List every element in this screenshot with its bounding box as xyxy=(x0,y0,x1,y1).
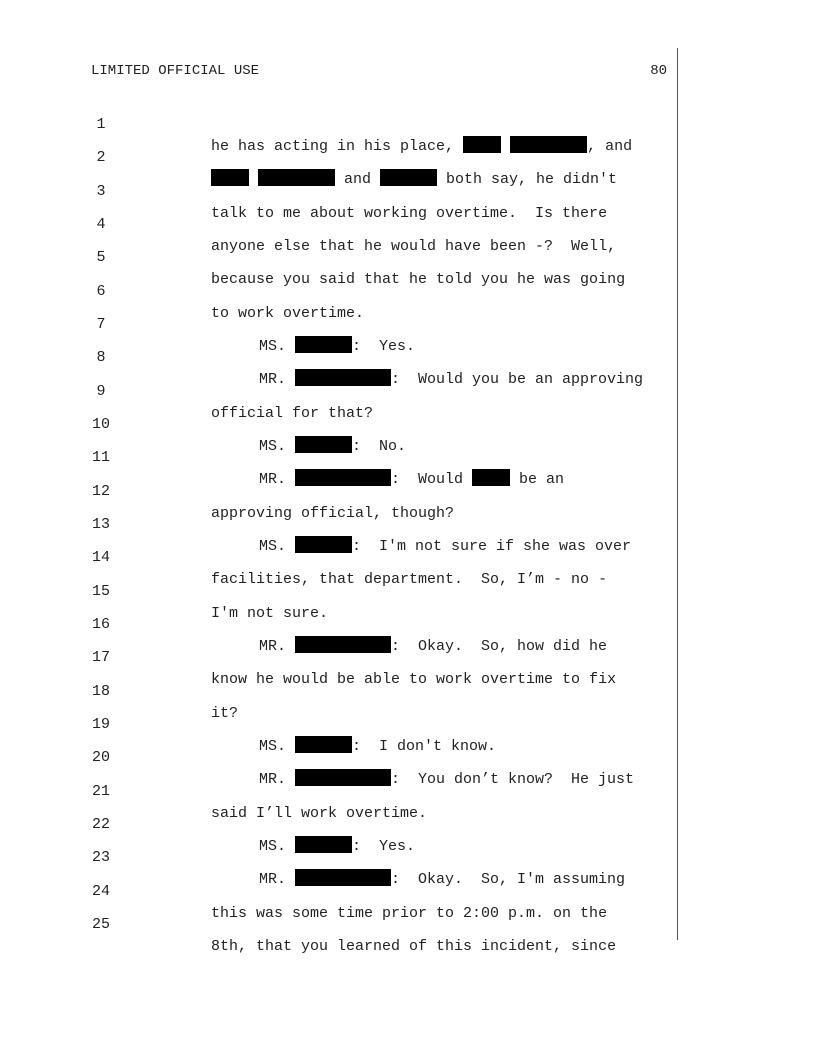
line-number: 21 xyxy=(91,783,110,800)
transcript-line xyxy=(0,859,676,922)
transcript-line xyxy=(0,459,676,522)
line-number: 19 xyxy=(91,716,110,733)
text-segment: : No. xyxy=(352,438,407,455)
transcript-line xyxy=(0,125,676,188)
line-text: know he would be able to work overtime to fix xyxy=(211,671,617,688)
classification-label: LIMITED OFFICIAL USE xyxy=(91,63,260,79)
transcript-line xyxy=(0,325,676,388)
transcript-line xyxy=(0,592,676,655)
text-segment: : Would you be an approving xyxy=(391,371,644,388)
line-text: this was some time prior to 2:00 p.m. on the xyxy=(211,905,608,922)
speaker-title: MS. xyxy=(259,738,296,755)
line-number: 7 xyxy=(96,316,106,333)
line-text: talk to me about working overtime. Is there xyxy=(211,205,608,222)
text-segment: be an xyxy=(510,471,565,488)
line-number: 24 xyxy=(91,883,110,900)
line-number: 9 xyxy=(96,383,106,400)
transcript-line xyxy=(0,225,676,288)
line-text: to work overtime. xyxy=(211,305,365,322)
transcript-line xyxy=(0,392,676,455)
line-number: 1 xyxy=(96,116,106,133)
text-segment: : Okay. So, I'm assuming xyxy=(391,871,626,888)
transcript-line xyxy=(0,359,676,422)
line-number: 10 xyxy=(91,416,110,433)
line-number: 13 xyxy=(91,516,110,533)
speaker-title: MR. xyxy=(259,871,296,888)
line-text: it? xyxy=(211,705,239,722)
line-number: 8 xyxy=(96,349,106,366)
line-text: official for that? xyxy=(211,405,374,422)
speaker-title: MS. xyxy=(259,338,296,355)
right-margin-rule xyxy=(677,48,678,940)
speaker-title: MS. xyxy=(259,838,296,855)
line-number: 11 xyxy=(91,449,110,466)
text-segment: both say, he didn't xyxy=(437,171,618,188)
transcript-line xyxy=(0,625,676,688)
line-number: 12 xyxy=(91,483,110,500)
transcript-line xyxy=(0,259,676,322)
line-number: 22 xyxy=(91,816,110,833)
text-segment: : I don't know. xyxy=(352,738,497,755)
transcript-line xyxy=(0,92,676,155)
transcript-line xyxy=(0,192,676,255)
transcript-line xyxy=(0,559,676,622)
line-text: because you said that he told you he was going xyxy=(211,271,626,288)
line-number: 25 xyxy=(91,916,110,933)
line-number: 20 xyxy=(91,749,110,766)
line-text: approving official, though? xyxy=(211,505,455,522)
line-text: facilities, that department. So, I’m - no - xyxy=(211,571,608,588)
line-text: anyone else that he would have been -? Well, xyxy=(211,238,617,255)
page-header xyxy=(91,62,667,80)
transcript-line xyxy=(0,725,676,788)
speaker-title: MR. xyxy=(259,638,296,655)
speaker-title: MS. xyxy=(259,538,296,555)
speaker-title: MS. xyxy=(259,438,296,455)
line-number: 23 xyxy=(91,849,110,866)
line-text: said I’ll work overtime. xyxy=(211,805,428,822)
transcript-line xyxy=(0,892,676,955)
text-segment: : You don’t know? He just xyxy=(391,771,635,788)
line-number: 6 xyxy=(96,283,106,300)
transcript-line xyxy=(0,159,676,222)
speaker-title: MR. xyxy=(259,371,296,388)
text-segment: : Okay. So, how did he xyxy=(391,638,608,655)
transcript-line xyxy=(0,692,676,755)
text-segment: , and xyxy=(587,138,633,155)
text-segment: : Would xyxy=(391,471,473,488)
text-segment: : I'm not sure if she was over xyxy=(352,538,632,555)
speaker-title: MR. xyxy=(259,771,296,788)
transcript-line xyxy=(0,425,676,488)
line-text: I'm not sure. xyxy=(211,605,329,622)
line-number: 16 xyxy=(91,616,110,633)
page-number: 80 xyxy=(650,63,667,79)
transcript-line xyxy=(0,292,676,355)
transcript-line xyxy=(0,759,676,822)
line-number: 18 xyxy=(91,683,110,700)
speaker-title: MR. xyxy=(259,471,296,488)
line-number: 2 xyxy=(96,149,106,166)
transcript-line xyxy=(0,659,676,722)
text-segment: and xyxy=(335,171,381,188)
text-segment: he has acting in his place, xyxy=(211,138,464,155)
line-number: 5 xyxy=(96,249,106,266)
transcript-line xyxy=(0,525,676,588)
text-segment: : Yes. xyxy=(352,838,416,855)
line-number: 14 xyxy=(91,549,110,566)
line-text: 8th, that you learned of this incident, since xyxy=(211,938,617,955)
line-number: 3 xyxy=(96,183,106,200)
line-number: 15 xyxy=(91,583,110,600)
line-number: 17 xyxy=(91,649,110,666)
transcript-line xyxy=(0,492,676,555)
transcript-line xyxy=(0,792,676,855)
line-number: 4 xyxy=(96,216,106,233)
text-segment: : Yes. xyxy=(352,338,416,355)
transcript-line xyxy=(0,825,676,888)
